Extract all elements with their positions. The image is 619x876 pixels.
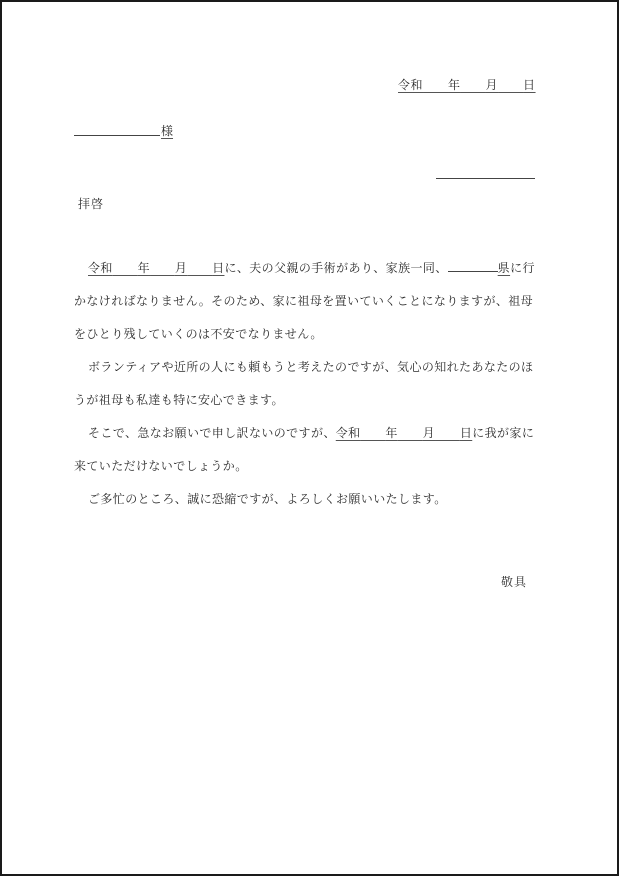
inline-date-day: 日	[212, 261, 225, 275]
body-text: に行	[510, 261, 535, 275]
recipient-name-blank	[74, 135, 160, 136]
inline-date-day: 日	[459, 426, 473, 440]
sender-name-blank	[436, 178, 535, 179]
date-day-label: 日	[523, 78, 536, 92]
date-year-label: 年	[448, 78, 461, 92]
inline-date	[88, 261, 224, 275]
paragraph-line: ボランティアや近所の人にも頼もうと考えたのですが、気心の知れたあなたのほ	[88, 360, 534, 374]
paragraph-line	[74, 417, 544, 450]
paragraph-line: ご多忙のところ、誠に恐縮ですが、よろしくお願いいたします。	[88, 492, 447, 506]
opening-salutation: 拝啓	[78, 197, 105, 211]
inline-date-era: 令和	[335, 426, 361, 440]
inline-date-year: 年	[137, 261, 151, 275]
paragraph-3	[74, 417, 544, 483]
paragraph-1	[74, 252, 544, 351]
paragraph-line: 来ていただけないでしょうか。	[74, 459, 248, 473]
inline-date	[336, 426, 472, 440]
body-text: に我が家に	[472, 426, 535, 440]
paragraph-line: をひとり残していくのは不安でなりません。	[74, 327, 323, 341]
body-text: そこで、急なお願いで申し訳ないのですが、	[88, 426, 336, 440]
inline-date-month: 月	[174, 261, 188, 275]
closing-salutation: 敬具	[501, 575, 528, 589]
body-text: に、夫の父親の手術があり、家族一同、	[224, 261, 448, 275]
prefecture-blank	[448, 258, 498, 272]
prefecture-suffix: 県	[497, 261, 511, 275]
paragraph-line: うが祖母も私達も特に安心できます。	[74, 393, 284, 407]
date-month-label: 月	[485, 78, 499, 92]
inline-date-era: 令和	[88, 261, 113, 275]
inline-date-year: 年	[385, 426, 398, 440]
letter-body	[74, 252, 544, 516]
letter-date	[398, 76, 536, 93]
inline-date-month: 月	[422, 426, 436, 440]
date-era: 令和	[398, 78, 424, 92]
paragraph-line	[74, 252, 544, 285]
recipient-honorific: 様	[161, 124, 174, 138]
paragraph-line: かなければなりません。そのため、家に祖母を置いていくことになりますが、祖母	[74, 294, 534, 308]
paragraph-4	[74, 483, 544, 516]
paragraph-2	[74, 351, 544, 417]
